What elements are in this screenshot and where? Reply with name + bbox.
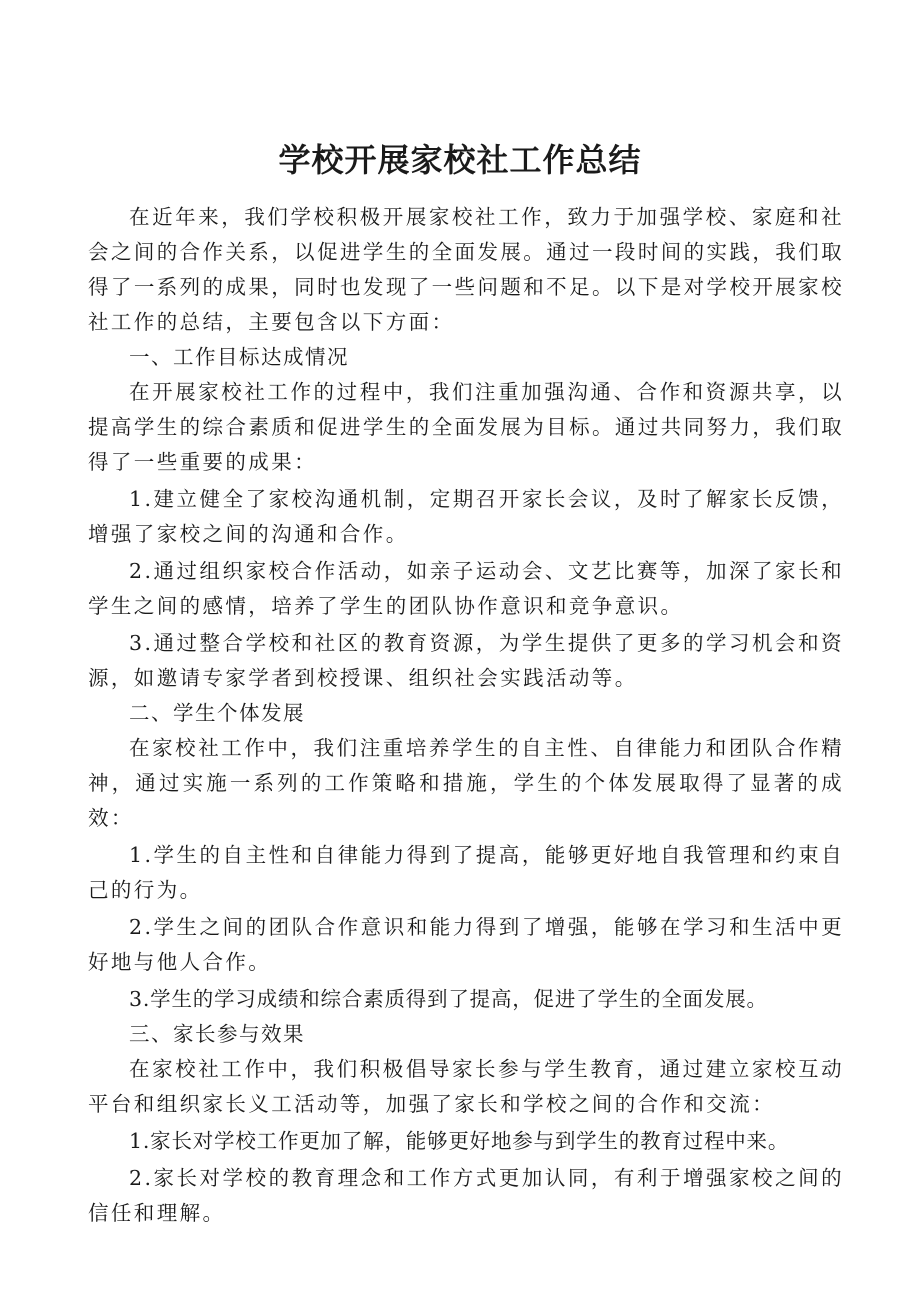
document-body: [88, 200, 844, 1231]
section-heading-2: 二、学生个体发展: [129, 701, 305, 725]
section-1-paragraph: 在开展家校社工作的过程中，我们注重加强沟通、合作和资源共享，以提高学生的综合素质和促进学生的全面发展为目标。通过共同努力，我们取得了一些重要的成果：: [88, 380, 844, 474]
section-3-paragraph: 在家校社工作中，我们积极倡导家长参与学生教育，通过建立家校互动平台和组织家长义工活动等，加强了家长和学校之间的合作和交流：: [88, 1057, 844, 1116]
section-1-item-3: 3.通过整合学校和社区的教育资源，为学生提供了更多的学习机会和资源，如邀请专家学者到校授课、组织社会实践活动等。: [88, 631, 844, 690]
document-title: 学校开展家校社工作总结: [278, 141, 642, 179]
section-2-item-1: 1.学生的自主性和自律能力得到了提高，能够更好地自我管理和约束自己的行为。: [88, 843, 844, 902]
section-3-item-1: 1.家长对学校工作更加了解，能够更好地参与到学生的教育过程中来。: [129, 1129, 790, 1153]
section-2-item-2: 2.学生之间的团队合作意识和能力得到了增强，能够在学习和生活中更好地与他人合作。: [88, 915, 844, 974]
section-heading-3: 三、家长参与效果: [129, 1022, 305, 1046]
intro-paragraph: 在近年来，我们学校积极开展家校社工作，致力于加强学校、家庭和社会之间的合作关系，以促进学生的全面发展。通过一段时间的实践，我们取得了一系列的成果，同时也发现了一些问题和不足。以下是对学校开展家校社工作的总结，主要包含以下方面：: [88, 205, 844, 334]
section-1-item-1: 1.建立健全了家校沟通机制，定期召开家长会议，及时了解家长反馈，增强了家校之间的沟通和合作。: [88, 487, 844, 546]
section-3-item-2: 2.家长对学校的教育理念和工作方式更加认同，有利于增强家校之间的信任和理解。: [88, 1166, 844, 1225]
section-2-item-3: 3.学生的学习成绩和综合素质得到了提高，促进了学生的全面发展。: [129, 987, 768, 1011]
section-heading-1: 一、工作目标达成情况: [129, 345, 349, 369]
section-2-paragraph: 在家校社工作中，我们注重培养学生的自主性、自律能力和团队合作精神，通过实施一系列的工作策略和措施，学生的个体发展取得了显著的成效：: [88, 736, 844, 830]
section-1-item-2: 2.通过组织家校合作活动，如亲子运动会、文艺比赛等，加深了家长和学生之间的感情，培养了学生的团队协作意识和竞争意识。: [88, 559, 844, 618]
